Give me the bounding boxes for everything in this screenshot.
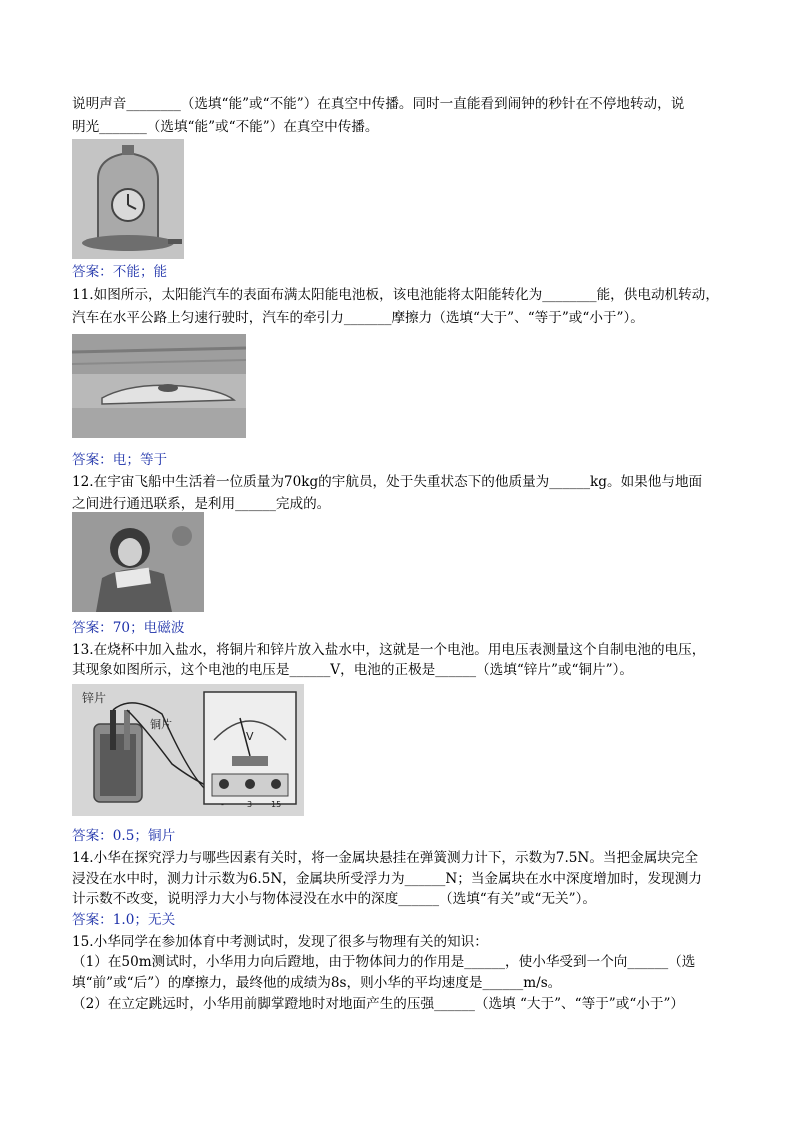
copper-label: 铜片 — [150, 718, 172, 731]
q10-line-1: 说明声音________（选填“能”或“不能”）在真空中传播。同时一直能看到闹钟的秒针在不停地转动，说 — [72, 96, 685, 112]
q15-line-2: （1）在50m测试时，小华用力向后蹬地，由于物体间力的作用是______，使小华受到一个向______（选 — [72, 954, 696, 970]
meter-symbol: V — [246, 730, 254, 743]
q14-answer: 答案：1.0；无关 — [72, 912, 176, 928]
q15-line-3: 填“前”或“后”）的摩擦力，最终他的成绩为8s，则小华的平均速度是______m/s。 — [72, 975, 562, 991]
q10-answer: 答案：不能；能 — [72, 264, 168, 280]
q11-answer: 答案：电；等于 — [72, 452, 168, 468]
q12-line-2: 之间进行通迅联系，是利用______完成的。 — [72, 496, 331, 512]
voltmeter-battery-figure — [72, 684, 304, 816]
astronaut-figure — [72, 512, 204, 612]
q13-answer: 答案：0.5；铜片 — [72, 828, 176, 844]
q13-line-1: 13.在烧杯中加入盐水，将铜片和锌片放入盐水中，这就是一个电池。用电压表测量这个自制电池的电压， — [72, 642, 706, 658]
terminal-neg-label: - — [221, 800, 224, 809]
q15-line-4: （2）在立定跳远时，小华用前脚掌蹬地时对地面产生的压强______（选填 “大于”、“等于”或“小于”） — [72, 996, 685, 1012]
bell-jar-clock-figure — [72, 139, 184, 259]
q14-line-2: 浸没在水中时，测力计示数为6.5N，金属块所受浮力为______N；当金属块在水中深度增加时，发现测力 — [72, 871, 702, 887]
q12-line-1: 12.在宇宙飞船中生活着一位质量为70kg的宇航员，处于失重状态下的他质量为______kg。如果他与地面 — [72, 474, 703, 490]
terminal-3-label: 3 — [247, 800, 253, 809]
zinc-label: 锌片 — [82, 691, 107, 705]
q15-line-1: 15.小华同学在参加体育中考测试时，发现了很多与物理有关的知识： — [72, 934, 488, 950]
q13-line-2: 其现象如图所示，这个电池的电压是______V，电池的正极是______（选填“锌片”或“铜片”）。 — [72, 662, 633, 678]
q14-line-3: 计示数不改变，说明浮力大小与物体浸没在水中的深度______（选填“有关”或“无关”）。 — [72, 891, 596, 907]
q11-line-2: 汽车在水平公路上匀速行驶时，汽车的牵引力_______摩擦力（选填“大于”、“等于”或“小于”）。 — [72, 310, 644, 326]
q11-line-1: 11.如图所示，太阳能汽车的表面布满太阳能电池板，该电池能将太阳能转化为________能，供电动机转动， — [72, 287, 719, 303]
q10-line-2: 明光_______（选填“能”或“不能”）在真空中传播。 — [72, 119, 379, 135]
q14-line-1: 14.小华在探究浮力与哪些因素有关时，将一金属块悬挂在弹簧测力计下，示数为7.5N。当把金属块完全 — [72, 850, 699, 866]
q12-answer: 答案：70；电磁波 — [72, 620, 185, 636]
terminal-15-label: 15 — [271, 800, 282, 809]
solar-car-figure — [72, 334, 246, 438]
